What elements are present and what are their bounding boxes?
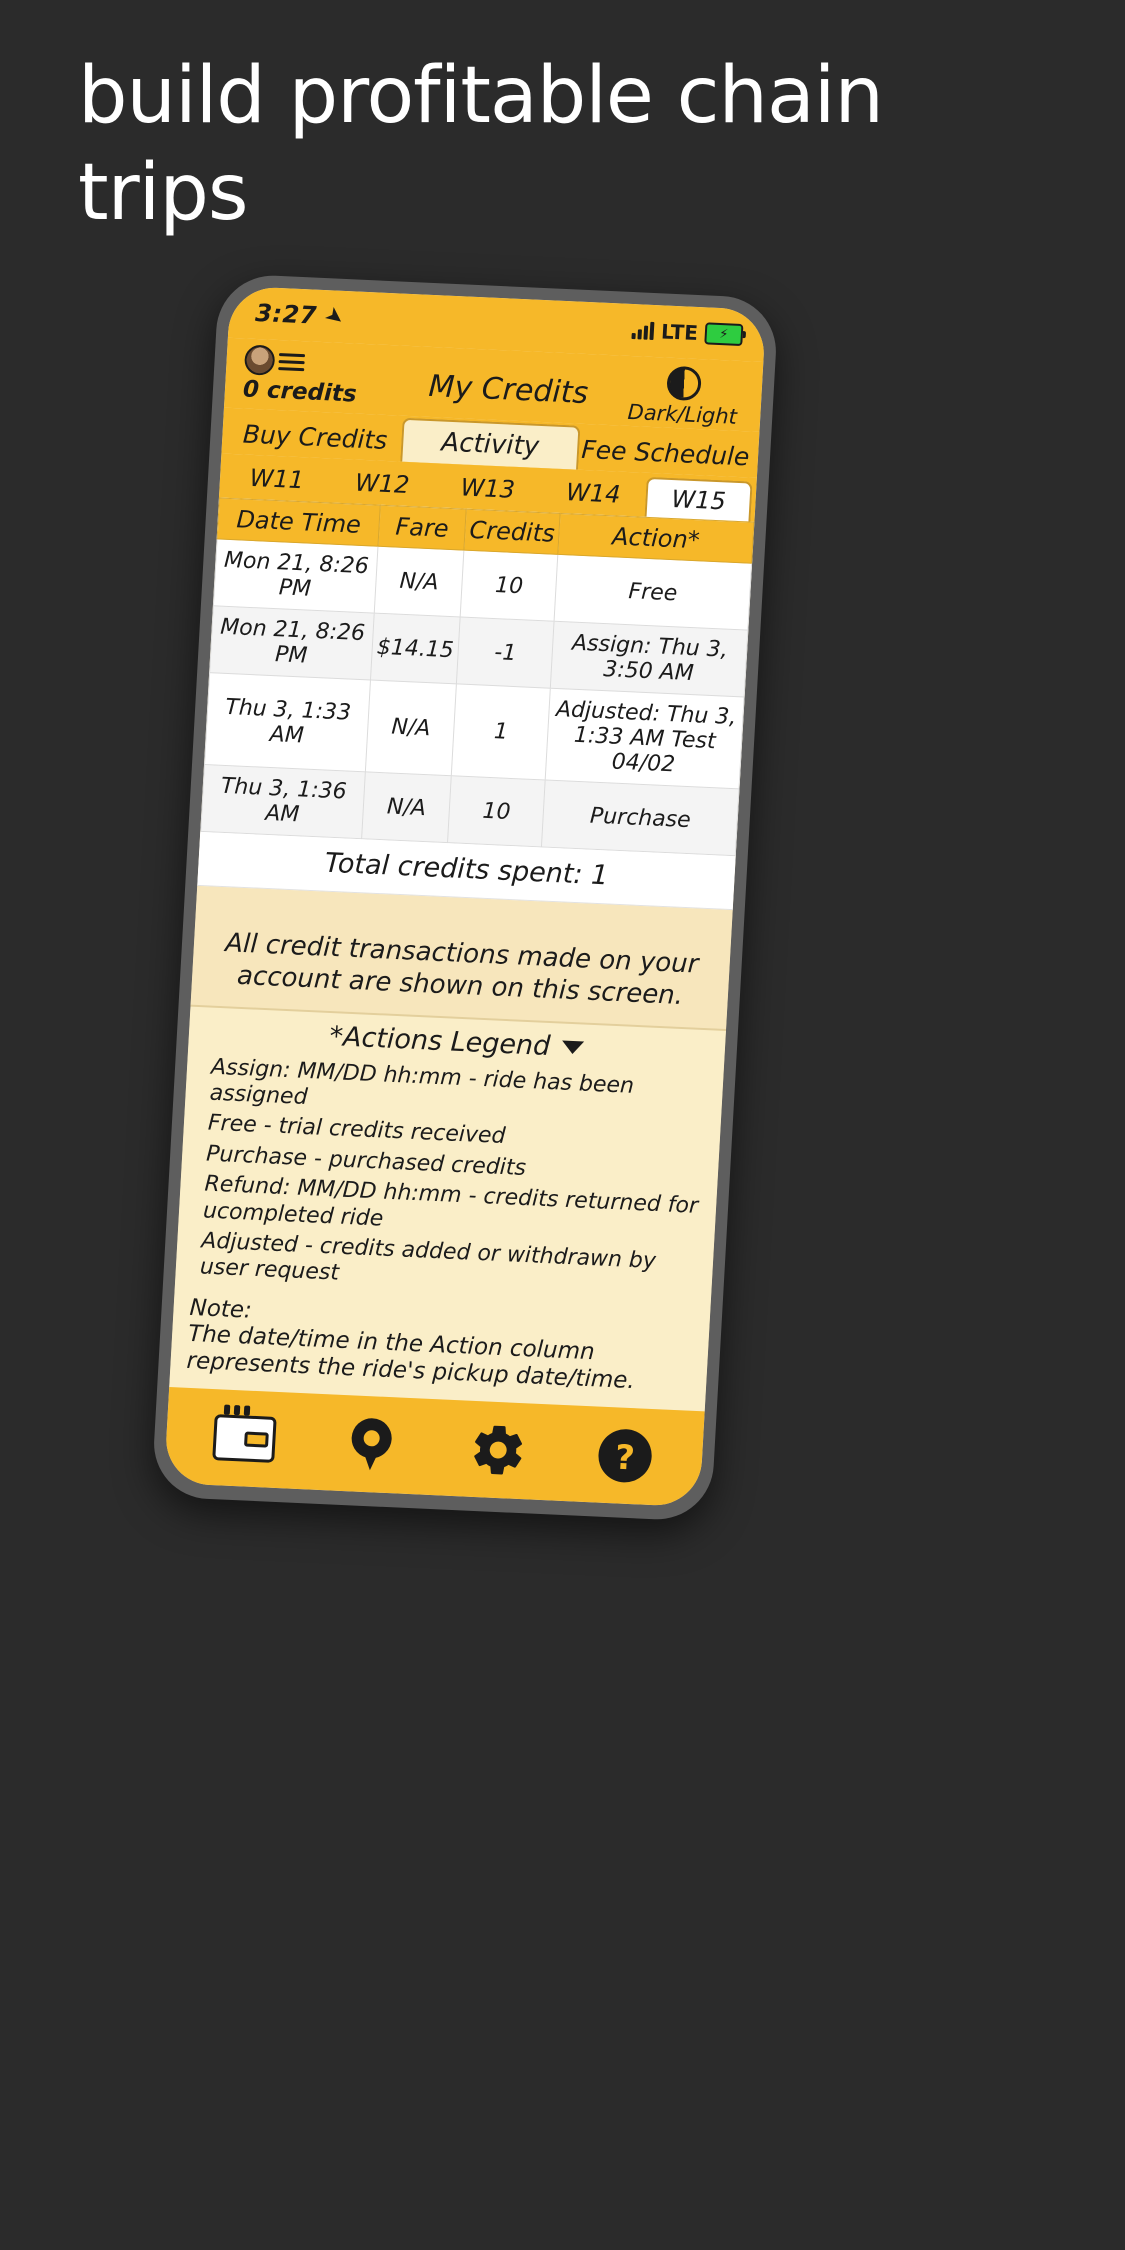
note-title: Note: [188, 1294, 253, 1324]
cell-action: Purchase [542, 780, 739, 856]
week-tab-w14[interactable]: W14 [565, 478, 622, 509]
list-item: Refund: MM/DD hh:mm - credits returned for ucompleted ride [202, 1171, 699, 1232]
page-title: build profitable chain trips [78, 51, 883, 238]
help-icon[interactable] [594, 1426, 655, 1487]
week-tab-w11[interactable]: W11 [248, 463, 305, 495]
screen-title: My Credits [427, 368, 590, 412]
column-header-fare: Fare [378, 505, 466, 550]
cell-date: Thu 3, 1:33 AM [205, 673, 371, 772]
total-credits-spent: Total credits spent: 1 [197, 832, 735, 910]
tab-buy-credits[interactable]: Buy Credits [242, 419, 389, 456]
column-header-credits: Credits [464, 509, 560, 554]
tab-fee-schedule[interactable]: Fee Schedule [580, 434, 751, 472]
cell-date: Mon 21, 8:26 PM [210, 606, 375, 680]
legend-title-text: *Actions Legend [328, 1020, 552, 1062]
cell-action: Assign: Thu 3, 3:50 AM [551, 621, 748, 697]
cell-fare: N/A [374, 546, 464, 617]
half-circle-contrast-icon[interactable] [666, 366, 702, 401]
signal-bars-icon [632, 321, 655, 340]
cell-credits: -1 [456, 617, 554, 688]
actions-legend [169, 1004, 726, 1411]
phone-body [151, 273, 779, 1521]
list-item: Free - trial credits received [207, 1111, 507, 1150]
credits-balance-label: 0 credits [242, 376, 358, 408]
nav-map-button[interactable] [338, 1412, 403, 1477]
caret-down-icon[interactable] [562, 1040, 585, 1054]
week-tab-w12[interactable]: W12 [354, 468, 411, 500]
location-pin-icon[interactable] [349, 1417, 392, 1471]
cell-fare: N/A [365, 680, 456, 776]
nav-wallet-button[interactable] [211, 1406, 276, 1471]
theme-toggle-label: Dark/Light [627, 399, 738, 429]
nav-help-button[interactable] [592, 1423, 657, 1488]
list-item: Purchase - purchased credits [205, 1141, 527, 1181]
column-header-action: Action* [558, 513, 754, 563]
profile-avatar-icon[interactable] [244, 345, 276, 376]
phone-screen [164, 286, 766, 1507]
legend-list [191, 1052, 707, 1306]
week-tab-w15[interactable]: W15 [645, 477, 753, 522]
nav-settings-button[interactable] [465, 1418, 530, 1483]
theme-toggle[interactable] [622, 362, 745, 429]
note-body: The date/time in the Action column represents the ride's pickup date/time. [185, 1320, 636, 1395]
cell-credits: 10 [460, 550, 558, 621]
cell-date: Mon 21, 8:26 PM [213, 539, 378, 613]
battery-charging-icon: ⚡ [704, 322, 743, 346]
cell-action: Adjusted: Thu 3, 1:33 AM Test 04/02 [545, 688, 744, 789]
cell-date: Thu 3, 1:36 AM [201, 765, 366, 839]
tab-activity[interactable]: Activity [401, 418, 581, 470]
hamburger-menu-icon[interactable] [278, 353, 305, 371]
cell-credits: 10 [448, 776, 546, 847]
location-arrow-icon: ➤ [319, 300, 350, 333]
network-label: LTE [660, 319, 699, 345]
status-indicators [632, 318, 744, 347]
gear-icon[interactable] [467, 1420, 528, 1481]
cell-fare: $14.15 [371, 613, 461, 684]
screen-description: All credit transactions made on your account are shown on this screen. [224, 928, 700, 1011]
cell-credits: 1 [451, 684, 550, 780]
week-tab-w13[interactable]: W13 [459, 473, 516, 504]
cell-fare: N/A [362, 772, 452, 843]
svg-text:?: ? [613, 1437, 636, 1478]
list-item: Adjusted - credits added or withdrawn by user request [199, 1228, 657, 1287]
credits-table [197, 497, 754, 910]
profile-block[interactable] [242, 345, 395, 410]
wallet-icon[interactable] [212, 1414, 277, 1463]
cell-action: Free [554, 554, 751, 630]
column-header-date: Date Time [217, 498, 380, 546]
list-item: Assign: MM/DD hh:mm - ride has been assigned [208, 1054, 635, 1111]
status-time: 3:27 [254, 298, 318, 330]
